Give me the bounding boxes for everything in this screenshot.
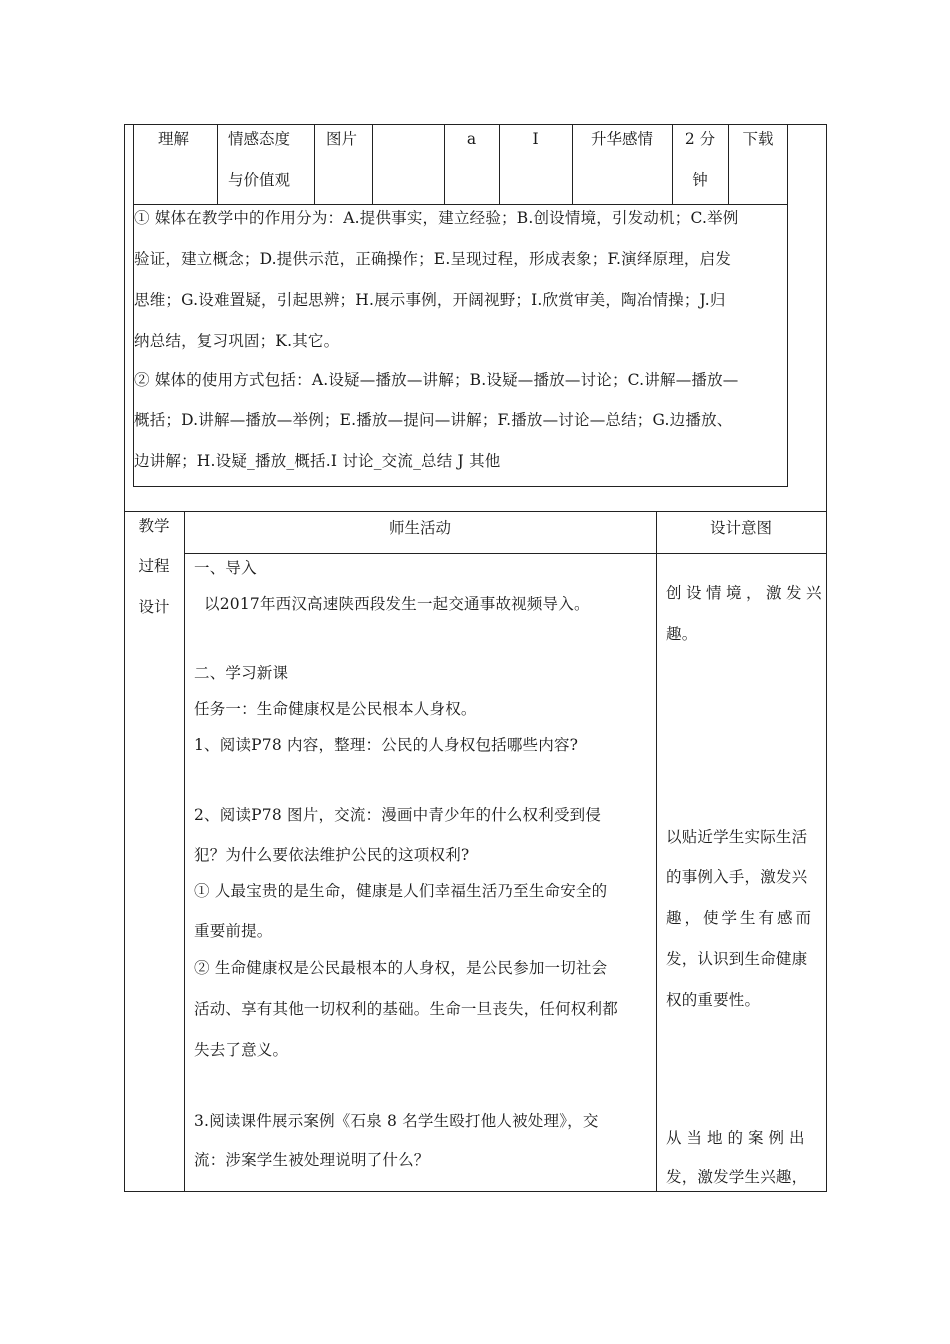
- note-1-line-3: 思维；G.设难置疑，引起思辨；H.展示事例，开阔视野；I.欣赏审美，陶冶情操；J.归: [134, 291, 726, 309]
- activity-q2-line2: 犯？为什么要依法维护公民的这项权利?: [194, 846, 470, 864]
- activity-point1-line2: 重要前提。: [194, 922, 273, 940]
- side-divider: [184, 511, 185, 1192]
- activity-point2-line2: 活动、享有其他一切权利的基础。生命一旦丧失，任何权利都: [194, 1000, 618, 1018]
- side-label-line1: 教学: [138, 517, 170, 535]
- cell-divider: [217, 124, 218, 204]
- cell-source: 下载: [742, 130, 774, 148]
- note-1-line-2: 验证，建立概念；D.提供示范，正确操作；E.呈现过程，形成表象；F.演绎原理，启发: [134, 250, 732, 268]
- activity-q2-line1: 2、阅读P78 图片，交流：漫画中青少年的什么权利受到侵: [194, 806, 602, 824]
- cell-goal-line1: 情感态度: [228, 130, 291, 148]
- intent-2-line3: 趣，使学生有感而: [666, 909, 815, 927]
- cell-media-type: 图片: [326, 130, 358, 148]
- cell-purpose: 升华感情: [590, 130, 653, 148]
- activity-point1-line1: ① 人最宝贵的是生命，健康是人们幸福生活乃至生命安全的: [194, 882, 608, 900]
- intent-1-line1: 创设情境，激发兴: [666, 584, 827, 602]
- intent-1-line2: 趣。: [666, 625, 698, 643]
- table-border-bottom: [124, 1191, 827, 1192]
- notes-border-bottom: [133, 486, 788, 487]
- table-border-top: [124, 124, 827, 125]
- activity-point2-line3: 失去了意义。: [194, 1041, 289, 1059]
- row-divider: [133, 204, 788, 205]
- cell-code-a: a: [466, 130, 477, 148]
- activity-q3-line1: 3.阅读课件展示案例《石泉 8 名学生殴打他人被处理》，交: [194, 1112, 599, 1130]
- intent-2-line1: 以贴近学生实际生活: [666, 828, 808, 846]
- activity-task-1: 任务一：生命健康权是公民根本人身权。: [194, 700, 477, 718]
- activity-intro-heading: 一、导入: [194, 559, 257, 577]
- cell-divider: [372, 124, 373, 204]
- side-label-line3: 设计: [138, 598, 170, 616]
- intent-3-line2: 发，激发学生兴趣，: [666, 1168, 808, 1186]
- header-intent: 设计意图: [709, 519, 772, 537]
- activity-q3-line2: 流：涉案学生被处理说明了什么？: [194, 1151, 430, 1169]
- note-1-line-1: ① 媒体在教学中的作用分为：A.提供事实，建立经验；B.创设情境，引发动机；C.举例: [134, 209, 739, 227]
- activity-point2-line1: ② 生命健康权是公民最根本的人身权，是公民参加一切社会: [194, 959, 608, 977]
- intent-divider: [656, 511, 657, 1192]
- cell-goal-line2: 与价值观: [228, 171, 291, 189]
- intent-3-line1: 从当地的案例出: [666, 1129, 810, 1147]
- cell-code-i: I: [532, 130, 539, 148]
- process-top-border: [124, 511, 827, 512]
- note-2-line-2: 概括；D.讲解—播放—举例；E.播放—提问—讲解；F.播放—讨论—总结；G.边播放、: [134, 411, 733, 429]
- activity-new-lesson-heading: 二、学习新课: [194, 664, 289, 682]
- header-activity: 师生活动: [388, 519, 451, 537]
- intent-2-line2: 的事例入手，激发兴: [666, 868, 808, 886]
- table-border-left: [124, 124, 125, 1192]
- note-1-line-4: 纳总结，复习巩固；K.其它。: [134, 332, 340, 350]
- table-border-right: [826, 124, 827, 1192]
- note-2-line-3: 边讲解；H.设疑_播放_概括.I 讨论_交流_总结 J 其他: [134, 452, 501, 470]
- intent-2-line4: 发，认识到生命健康: [666, 950, 808, 968]
- activity-q1: 1、阅读P78 内容，整理：公民的人身权包括哪些内容?: [194, 736, 579, 754]
- cell-divider: [133, 124, 134, 204]
- intent-2-line5: 权的重要性。: [666, 991, 761, 1009]
- cell-duration-line2: 钟: [692, 171, 708, 189]
- activity-intro-text: 以2017年西汉高速陕西段发生一起交通事故视频导入。: [204, 595, 590, 613]
- header-divider: [184, 553, 827, 554]
- note-2-line-1: ② 媒体的使用方式包括：A.设疑—播放—讲解；B.设疑—播放—讨论；C.讲解—播放—: [134, 371, 739, 389]
- cell-understand: 理解: [158, 130, 190, 148]
- cell-divider: [314, 124, 315, 204]
- notes-border-right: [787, 124, 788, 486]
- side-label-line2: 过程: [138, 557, 170, 575]
- cell-duration-line1: 2 分: [684, 130, 716, 148]
